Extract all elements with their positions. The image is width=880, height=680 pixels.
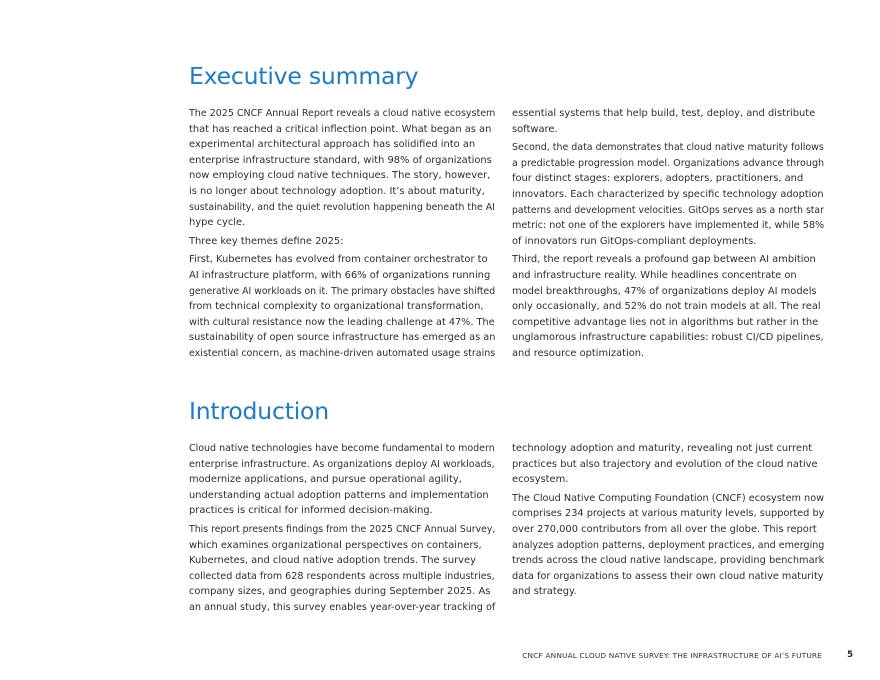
text-line: Second, the data demonstrates that cloud native maturity follows <box>512 142 824 154</box>
text-line: Cloud native technologies have become fundamental to modern <box>189 443 495 454</box>
text-line: generative AI workloads on it. The primary obstacles have shifted <box>189 285 496 297</box>
paragraph <box>189 234 495 250</box>
text-line: data for organizations to assess their own cloud native maturity <box>512 570 824 582</box>
text-line: collected data from 628 respondents across multiple industries, <box>189 570 495 582</box>
executive-summary-right-column <box>512 106 824 365</box>
text-line: technology adoption and maturity, revealing not just current <box>512 443 813 454</box>
text-line: practices is critical for informed decision-making. <box>189 505 433 517</box>
text-line: four distinct stages: explorers, adopters, practitioners, and <box>512 173 804 185</box>
text-line: The Cloud Native Computing Foundation (CNCF) ecosystem now <box>512 492 825 504</box>
text-line: Third, the report reveals a profound gap between AI ambition <box>512 254 816 266</box>
text-line: hype cycle. <box>189 217 246 229</box>
page-footer <box>0 651 880 665</box>
text-line: Kubernetes, and cloud native adoption trends. The survey <box>189 555 476 567</box>
text-line: existential concern, as machine-driven automated usage strains <box>189 347 496 359</box>
paragraph <box>512 441 824 488</box>
text-line: software. <box>512 123 558 135</box>
paragraph <box>512 491 824 600</box>
text-line: modernize applications, and pursue operational agility, <box>189 474 462 486</box>
paragraph <box>189 106 495 231</box>
text-line: which examines organizational perspectives on containers, <box>189 539 482 551</box>
text-line: practices but also trajectory and evolution of the cloud native <box>512 458 818 470</box>
text-line: innovators. Each characterized by specific technology adoption <box>512 188 824 200</box>
text-line: understanding actual adoption patterns and implementation <box>189 489 489 501</box>
text-line: that has reached a critical inflection point. What began as an <box>189 123 492 135</box>
text-line: only occasionally, and 52% do not train models at all. The real <box>512 301 821 313</box>
text-line: First, Kubernetes has evolved from container orchestrator to <box>189 254 488 266</box>
text-line: is no longer about technology adoption. It’s about maturity, <box>189 185 485 197</box>
introduction-heading: Introduction <box>189 397 329 425</box>
paragraph <box>512 106 824 137</box>
text-line: and resource optimization. <box>512 347 645 359</box>
paragraph <box>189 522 495 616</box>
introduction-right-column <box>512 441 824 603</box>
paragraph <box>512 252 824 361</box>
text-line: a predictable progression model. Organizations advance through <box>512 157 825 169</box>
text-line: model breakthroughs, 47% of organizations deploy AI models <box>512 285 817 297</box>
text-line: sustainability of open source infrastructure has emerged as an <box>189 332 496 344</box>
text-line: metric: not one of the explorers have implemented it, while 58% <box>512 220 825 232</box>
paragraph <box>512 140 824 249</box>
introduction-left-column <box>189 441 495 619</box>
text-line: enterprise infrastructure. As organizations deploy AI workloads, <box>189 458 495 470</box>
text-line: enterprise infrastructure standard, with 98% of organizations <box>189 154 492 166</box>
text-line: The 2025 CNCF Annual Report reveals a cloud native ecosystem <box>189 108 496 119</box>
text-line: unglamorous infrastructure capabilities: robust CI/CD pipelines, <box>512 332 824 344</box>
text-line: patterns and development velocities. GitOps serves as a north star <box>512 204 824 216</box>
text-line: AI infrastructure platform, with 66% of organizations running <box>189 269 491 281</box>
text-line: essential systems that help build, test, deploy, and distribute <box>512 108 816 119</box>
text-line: now employing cloud native techniques. The story, however, <box>189 170 491 182</box>
text-line: company sizes, and geographies during September 2025. As <box>189 586 491 598</box>
text-line: and infrastructure reality. While headlines concentrate on <box>512 269 797 281</box>
paragraph <box>189 252 495 361</box>
executive-summary-heading: Executive summary <box>189 62 419 90</box>
text-line: Three key themes define 2025: <box>189 235 344 247</box>
executive-summary-left-column <box>189 106 495 365</box>
paragraph <box>189 441 495 519</box>
text-line: competitive advantage lies not in algorithms but rather in the <box>512 316 819 328</box>
text-line: from technical complexity to organizational transformation, <box>189 301 484 313</box>
text-line: experimental architectural approach has solidified into an <box>189 139 476 151</box>
text-line: This report presents findings from the 2025 CNCF Annual Survey, <box>189 523 496 535</box>
text-line: and strategy. <box>512 586 577 598</box>
text-line: an annual study, this survey enables year-over-year tracking of <box>189 601 496 613</box>
text-line: sustainability, and the quiet revolution happening beneath the AI <box>189 201 495 213</box>
text-line: with cultural resistance now the leading challenge at 47%. The <box>189 316 495 328</box>
text-line: over 270,000 contributors from all over the globe. This report <box>512 523 817 535</box>
page-number: 5 <box>847 650 853 660</box>
text-line: of innovators run GitOps-compliant deployments. <box>512 235 757 247</box>
text-line: trends across the cloud native landscape, providing benchmark <box>512 555 825 567</box>
text-line: analyzes adoption patterns, deployment practices, and emerging <box>512 539 825 551</box>
text-line: ecosystem. <box>512 474 569 486</box>
text-line: comprises 234 projects at various maturity levels, supported by <box>512 508 825 520</box>
footer-running-title: CNCF ANNUAL CLOUD NATIVE SURVEY: THE INFRASTRUCTURE OF AI’S FUTURE <box>522 651 822 660</box>
